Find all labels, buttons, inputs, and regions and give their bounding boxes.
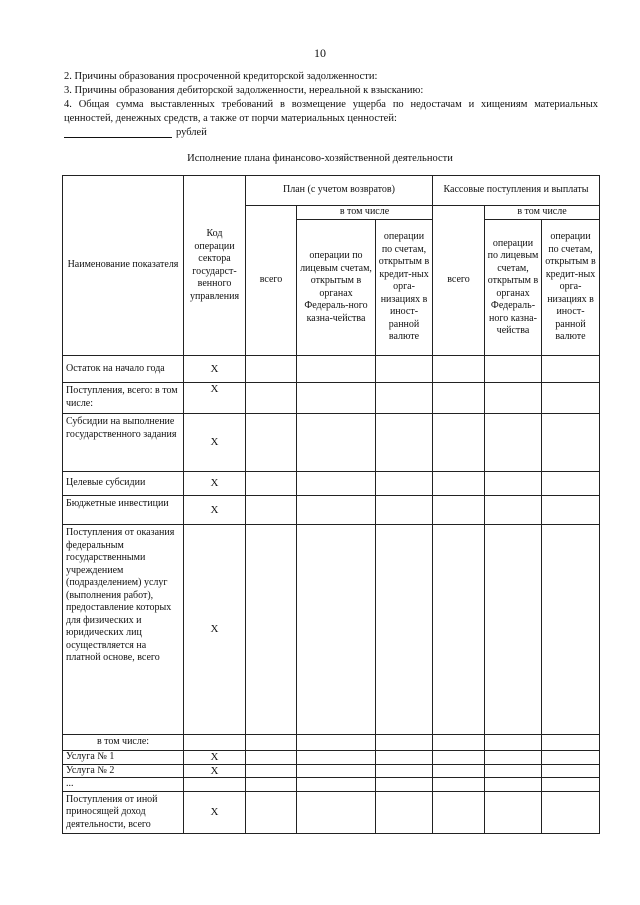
blank-line — [64, 126, 172, 138]
header-cash: Кассовые поступления и выплаты — [433, 176, 600, 206]
row-code: X — [184, 472, 246, 496]
table-caption: Исполнение плана финансово-хозяйственной деятельности — [187, 153, 453, 164]
row-code — [184, 778, 246, 792]
row-name: Услуга № 2 — [63, 764, 184, 778]
table-row — [63, 778, 600, 792]
rubles-label: рублей — [176, 127, 207, 138]
table-row — [63, 751, 600, 765]
table-row — [63, 764, 600, 778]
row-code: X — [184, 764, 246, 778]
row-name: Поступления от иной приносящей доход деятельности, всего — [63, 791, 184, 834]
header-name: Наименование показателя — [63, 176, 184, 356]
row-code: X — [184, 525, 246, 735]
row-name: Целевые субсидии — [63, 472, 184, 496]
table-row — [63, 525, 600, 735]
row-code: X — [184, 751, 246, 765]
row-name: Услуга № 1 — [63, 751, 184, 765]
row-name: Бюджетные инвестиции — [63, 496, 184, 525]
header-plan-foreign: операции по счетам, открытым в кредит-ных орга-низациях в иност-ранной валюте — [376, 220, 433, 356]
header-plan: План (с учетом возвратов) — [246, 176, 433, 206]
header-code: Код операции сектора государст-венного управления — [184, 176, 246, 356]
table-row — [63, 383, 600, 414]
row-name: Поступления от оказания федеральным государственными учреждением (подразделением) услуг (выполнения работ), предоставление которых для физических и юридических лиц осуществляется на платной основе, всего — [63, 525, 184, 735]
row-code: X — [184, 356, 246, 383]
header-plan-treasury: операции по лицевым счетам, открытым в органах Федераль-ного казна-чейства — [297, 220, 376, 356]
table-row — [63, 735, 600, 751]
header-cash-including: в том числе — [485, 206, 600, 220]
table-row — [63, 414, 600, 472]
row-name: в том числе: — [63, 735, 184, 751]
row-name: Субсидии на выполнение государственного задания — [63, 414, 184, 472]
table-row — [63, 472, 600, 496]
header-plan-including: в том числе — [297, 206, 433, 220]
table-row — [63, 791, 600, 834]
paragraph-damage-claims: 4. Общая сумма выставленных требований в возмещение ущерба по недостачам и хищениям материальных ценностей, денежных средств, а также от порчи материальных ценностей: — [64, 99, 598, 124]
table-row — [63, 356, 600, 383]
rubles-blank — [64, 126, 207, 138]
header-plan-total: всего — [246, 206, 297, 356]
row-name: Остаток на начало года — [63, 356, 184, 383]
row-name: ... — [63, 778, 184, 792]
row-code: X — [184, 414, 246, 472]
paragraph-overdue-payables: 2. Причины образования просроченной кредиторской задолженности: — [64, 71, 378, 82]
header-cash-foreign: операции по счетам, открытым в кредит-ных орга-низациях в иност-ранной валюте — [542, 220, 600, 356]
page-number: 10 — [314, 46, 326, 60]
row-code — [184, 735, 246, 751]
table-row — [63, 496, 600, 525]
row-code: X — [184, 791, 246, 834]
row-code: X — [184, 496, 246, 525]
row-name: Поступления, всего: в том числе: — [63, 383, 184, 414]
paragraph-bad-receivables: 3. Причины образования дебиторской задолженности, нереальной к взысканию: — [64, 85, 424, 96]
header-cash-treasury: операции по лицевым счетам, открытым в органах Федераль-ного казна-чейства — [485, 220, 542, 356]
plan-execution-table — [62, 175, 600, 834]
header-cash-total: всего — [433, 206, 485, 356]
row-code: X — [184, 383, 246, 414]
